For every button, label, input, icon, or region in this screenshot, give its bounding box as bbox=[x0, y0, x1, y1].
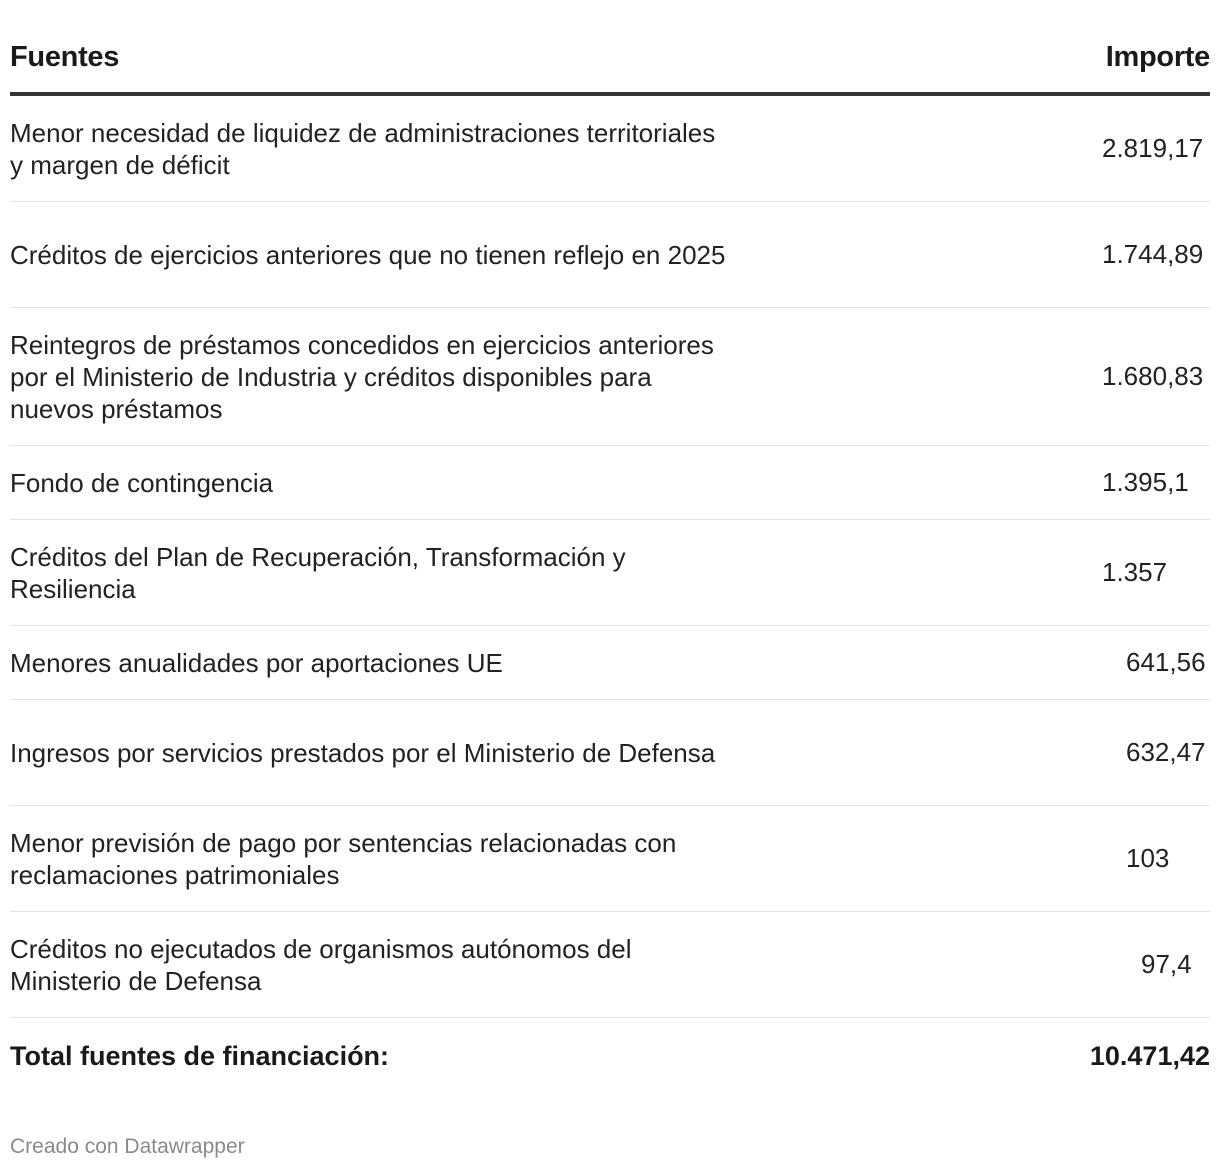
total-amount: 10.471,42 bbox=[1089, 1040, 1210, 1071]
row-source: Fondo de contingencia bbox=[10, 467, 274, 498]
row-amount: 2.819,17 bbox=[1102, 133, 1204, 163]
total-label: Total fuentes de financiación: bbox=[10, 1041, 390, 1071]
row-source: Ingresos por servicios prestados por el Ministerio de Defensa bbox=[10, 737, 716, 768]
total-row bbox=[10, 1018, 1210, 1094]
row-source: Créditos de ejercicios anteriores que no tienen reflejo en 2025 bbox=[10, 239, 726, 270]
row-amount: 103 bbox=[1126, 843, 1170, 873]
datawrapper-credit: Creado con Datawrapper bbox=[10, 1135, 245, 1158]
row-source: Menor necesidad de liquidez de administraciones territoriales y margen de déficit bbox=[10, 117, 716, 180]
row-amount: 1.395,1 bbox=[1102, 467, 1189, 497]
table-header bbox=[10, 40, 1210, 96]
row-source: Créditos no ejecutados de organismos autónomos del Ministerio de Defensa bbox=[10, 933, 632, 996]
row-source: Reintegros de préstamos concedidos en ejercicios anteriores por el Ministerio de Industria y créditos disponibles para nuevos préstamos bbox=[10, 329, 714, 424]
table-row bbox=[10, 202, 1210, 308]
row-source: Menores anualidades por aportaciones UE bbox=[10, 647, 503, 678]
header-importe: Importe bbox=[1105, 41, 1210, 73]
table-row bbox=[10, 626, 1210, 700]
row-source: Menor previsión de pago por sentencias relacionadas con reclamaciones patrimoniales bbox=[10, 827, 677, 890]
table-row bbox=[10, 520, 1210, 626]
row-source: Créditos del Plan de Recuperación, Transformación y Resiliencia bbox=[10, 541, 626, 604]
table-row bbox=[10, 912, 1210, 1018]
table-row bbox=[10, 700, 1210, 806]
table-row bbox=[10, 806, 1210, 912]
funding-sources-table bbox=[10, 40, 1210, 1094]
header-fuentes: Fuentes bbox=[10, 41, 120, 73]
row-amount: 1.357 bbox=[1102, 557, 1168, 587]
table-row bbox=[10, 96, 1210, 202]
row-amount: 97,4 bbox=[1141, 949, 1192, 979]
row-amount: 632,47 bbox=[1126, 737, 1206, 767]
table-row bbox=[10, 446, 1210, 520]
row-amount: 1.744,89 bbox=[1102, 239, 1204, 269]
table-row bbox=[10, 308, 1210, 446]
row-amount: 641,56 bbox=[1126, 647, 1206, 677]
row-amount: 1.680,83 bbox=[1102, 361, 1204, 391]
